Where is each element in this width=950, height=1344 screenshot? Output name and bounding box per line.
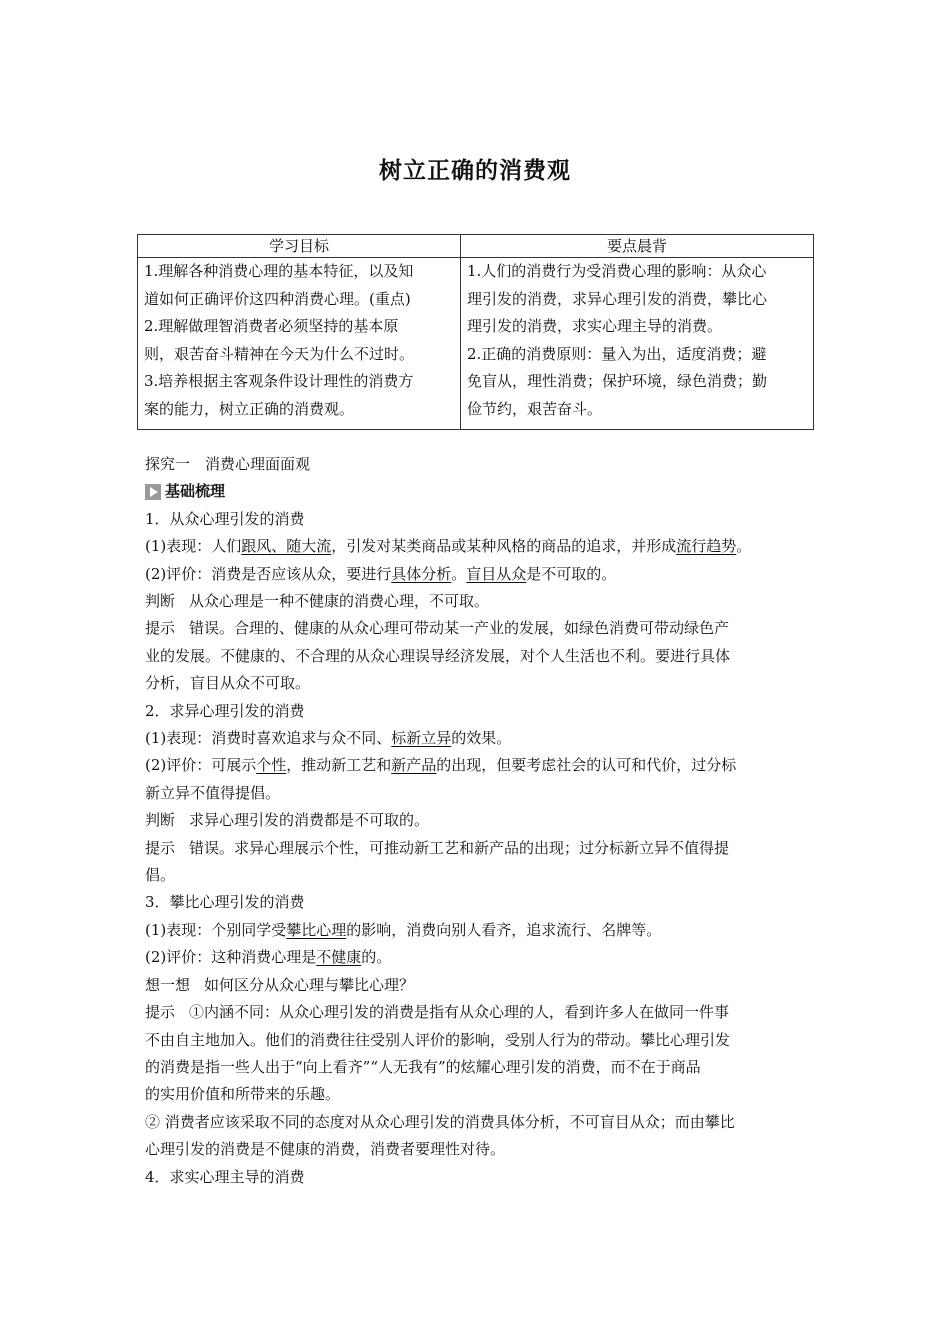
- goal-line: 2.理解做理智消费者必须坚持的基本原: [144, 317, 399, 335]
- s3-hint-cont: 不由自主地加入。他们的消费往往受别人评价的影响，受别人行为的带动。攀比心理引发: [145, 1030, 731, 1049]
- answer-underline: 具体分析: [391, 564, 452, 583]
- answer-underline: 流行趋势: [676, 537, 737, 556]
- key-point-line: 俭节约，艰苦奋斗。: [467, 399, 603, 418]
- s3-performance: (1)表现：个别同学受攀比心理的影响，消费向别人看齐，追求流行、名牌等。: [145, 920, 662, 939]
- s3-title: 3．攀比心理引发的消费: [145, 893, 305, 912]
- key-point-line: 理引发的消费，求实心理主导的消费。: [467, 317, 723, 335]
- s3-hint-cont: 的实用价值和所带来的乐趣。: [145, 1085, 341, 1104]
- s2-evaluation-cont: 新立异不值得提倡。: [145, 783, 281, 802]
- answer-underline: 盲目从众: [466, 564, 527, 583]
- s2-judge: 判断 求异心理引发的消费都是不可取的。: [145, 811, 430, 830]
- s3-think: 想一想 如何区分从众心理与攀比心理？: [145, 975, 415, 994]
- answer-underline: 不健康: [316, 948, 362, 967]
- answer-underline: 个性: [256, 756, 287, 775]
- page-title: 树立正确的消费观: [379, 158, 571, 184]
- table-header-learning-goals: 学习目标: [138, 235, 461, 258]
- s3-hint: 提示 ①内涵不同：从众心理引发的消费是指有从众心理的人，看到许多人在做同一件事: [145, 1003, 730, 1022]
- s2-evaluation: (2)评价：可展示个性，推动新工艺和新产品的出现，但要考虑社会的认可和代价，过分标: [145, 756, 737, 775]
- answer-underline: 跟风、随大流: [241, 537, 332, 556]
- goal-line: 则，艰苦奋斗精神在今天为什么不过时。: [144, 344, 415, 363]
- goals-table: [137, 234, 814, 430]
- key-point-line: 2.正确的消费原则：量入为出，适度消费；避: [467, 344, 767, 363]
- goal-line: 1.理解各种消费心理的基本特征，以及知: [144, 262, 414, 280]
- answer-underline: 新产品: [391, 756, 437, 775]
- s3-hint-cont: 的消费是指一些人出于“向上看齐”“人无我有”的炫耀心理引发的消费，而不在于商品: [145, 1057, 701, 1076]
- basic-review-label: 基础梳理: [165, 482, 226, 501]
- key-points-cell: [461, 258, 814, 430]
- s2-performance: (1)表现：消费时喜欢追求与众不同、标新立异的效果。: [145, 729, 512, 748]
- s1-judge: 判断 从众心理是一种不健康的消费心理，不可取。: [145, 592, 490, 611]
- learning-goals-cell: [138, 258, 461, 430]
- s4-title: 4．求实心理主导的消费: [145, 1167, 305, 1186]
- key-point-line: 1.人们的消费行为受消费心理的影响：从众心: [467, 262, 767, 280]
- basic-review-heading: [145, 478, 815, 505]
- s1-hint-cont: 业的发展。不健康的、不合理的从众心理误导经济发展，对个人生活也不利。要进行具体: [145, 646, 731, 665]
- answer-underline: 标新立异: [391, 729, 452, 748]
- key-point-line: 理引发的消费，求异心理引发的消费，攀比心: [467, 289, 768, 308]
- goal-line: 道如何正确评价这四种消费心理。(重点): [144, 289, 411, 308]
- s3-hint-cont: ② 消费者应该采取不同的态度对从众心理引发的消费具体分析，不可盲目从众；而由攀比: [145, 1112, 735, 1131]
- s2-title: 2．求异心理引发的消费: [145, 701, 305, 720]
- play-triangle-icon: [145, 484, 161, 500]
- goal-line: 3.培养根据主客观条件设计理性的消费方: [144, 372, 414, 390]
- s1-performance: (1)表现：人们跟风、随大流，引发对某类商品或某种风格的商品的追求，并形成流行趋势。: [145, 537, 752, 556]
- goal-line: 案的能力，树立正确的消费观。: [144, 399, 355, 418]
- key-point-line: 免盲从，理性消费；保护环境，绿色消费；勤: [467, 372, 768, 390]
- table-header-key-points: 要点晨背: [461, 235, 814, 258]
- s2-hint: 提示 错误。求异心理展示个性，可推动新工艺和新产品的出现；过分标新立异不值得提: [145, 838, 730, 857]
- section-heading: 探究一 消费心理面面观: [145, 455, 311, 473]
- s1-title: 1．从众心理引发的消费: [145, 509, 305, 528]
- main-content: [145, 451, 815, 1191]
- s3-evaluation: (2)评价：这种消费心理是不健康的。: [145, 948, 392, 967]
- answer-underline: 攀比心理: [286, 920, 347, 939]
- s1-hint: 提示 错误。合理的、健康的从众心理可带动某一产业的发展，如绿色消费可带动绿色产: [145, 619, 730, 638]
- s1-hint-cont: 分析，盲目从众不可取。: [145, 674, 311, 693]
- s1-evaluation: (2)评价：消费是否应该从众，要进行具体分析。盲目从众是不可取的。: [145, 564, 617, 583]
- s2-hint-cont: 倡。: [145, 866, 176, 885]
- s3-hint-cont: 心理引发的消费是不健康的消费，消费者要理性对待。: [145, 1140, 506, 1159]
